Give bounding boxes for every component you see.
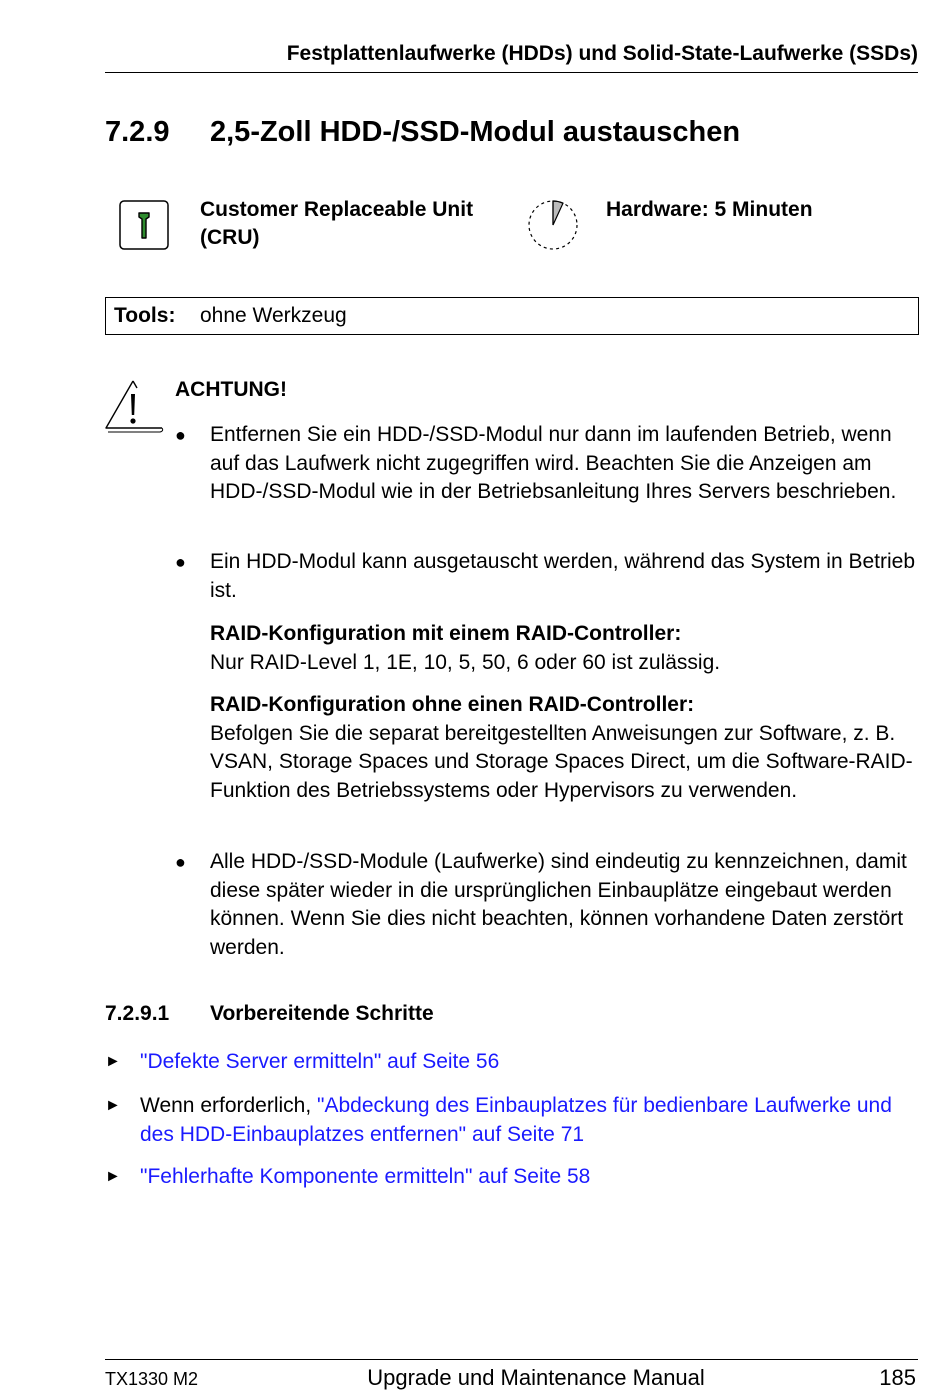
raid-software-note (210, 691, 920, 805)
caution-bullet-2 (175, 548, 920, 606)
cru-label (200, 196, 520, 252)
tools-value: ohne Werkzeug (200, 304, 347, 327)
page-number: 185 (879, 1365, 916, 1390)
bullet-glyph: ● (175, 552, 186, 572)
tools-label: Tools: (114, 304, 176, 327)
caution-title: ACHTUNG! (175, 378, 287, 401)
footer-divider (105, 1359, 918, 1360)
running-header: Festplattenlaufwerke (HDDs) und Solid-State-Laufwerke (SSDs) (286, 42, 918, 65)
step-link[interactable]: "Fehlerhafte Komponente ermitteln" auf Seite 58 (140, 1165, 591, 1188)
step-item (105, 1163, 920, 1193)
subsection-title (105, 1000, 434, 1028)
hardware-time: Hardware: 5 Minuten (606, 198, 813, 221)
wrench-icon (119, 200, 169, 250)
step-link[interactable]: "Abdeckung des Einbauplatzes für bedienbare Laufwerke und des HDD-Einbauplatzes entfernen" auf Seite 71 (140, 1094, 892, 1146)
arrow-icon: ► (105, 1053, 121, 1070)
step-item (105, 1048, 920, 1078)
section-title-text: 2,5-Zoll HDD-/SSD-Modul austauschen (210, 116, 741, 148)
cru-label-line2: (CRU) (200, 226, 260, 249)
warning-icon (104, 378, 166, 436)
raid-text: Nur RAID-Level 1, 1E, 10, 5, 50, 6 oder 60 ist zulässig. (210, 650, 721, 674)
section-title (105, 112, 740, 152)
bullet-text: Ein HDD-Modul kann ausgetauscht werden, während das System in Betrieb ist. (210, 550, 916, 602)
step-text: Wenn erforderlich, (140, 1094, 318, 1117)
bullet-text: Entfernen Sie ein HDD-/SSD-Modul nur dann im laufenden Betrieb, wenn auf das Laufwerk nicht zugegriffen wird. Beachten Sie die Anzeigen am HDD-/SSD-Modul wie in der Betriebsanleitung Ihres Servers beschrieben. (210, 423, 897, 504)
subsection-title-text: Vorbereitende Schritte (210, 1002, 434, 1025)
bullet-glyph: ● (175, 425, 186, 445)
arrow-icon: ► (105, 1168, 121, 1185)
section-number: 7.2.9 (105, 116, 170, 148)
arrow-icon: ► (105, 1097, 121, 1114)
step-item (105, 1092, 920, 1150)
raid-controller-note (210, 620, 920, 677)
footer-manual-title: Upgrade und Maintenance Manual (367, 1365, 705, 1390)
raid-heading: RAID-Konfiguration mit einem RAID-Controller: (210, 622, 682, 645)
caution-bullet-3 (175, 848, 920, 964)
bullet-text: Alle HDD-/SSD-Module (Laufwerke) sind eindeutig zu kennzeichnen, damit diese später wieder in die ursprünglichen Einbauplätze eingebaut werden können. Wenn Sie dies nicht beachten, können vorhandene Daten zerstört werden. (210, 850, 907, 959)
cru-label-line1: Customer Replaceable Unit (200, 198, 474, 221)
bullet-glyph: ● (175, 852, 186, 872)
clock-icon (525, 197, 581, 253)
caution-bullet-1 (175, 421, 920, 537)
raid-heading: RAID-Konfiguration ohne einen RAID-Controller: (210, 693, 695, 716)
footer-model: TX1330 M2 (105, 1369, 199, 1389)
step-link[interactable]: "Defekte Server ermitteln" auf Seite 56 (140, 1050, 500, 1073)
raid-text: Befolgen Sie die separat bereitgestellten Anweisungen zur Software, z. B. VSAN, Storage Spaces und Storage Spaces Direct, um die Software-RAID-Funktion des Betriebssystems oder Hypervisors zu verwenden. (210, 721, 913, 802)
header-divider (105, 72, 918, 73)
subsection-number: 7.2.9.1 (105, 1002, 170, 1025)
tools-box (105, 297, 919, 335)
